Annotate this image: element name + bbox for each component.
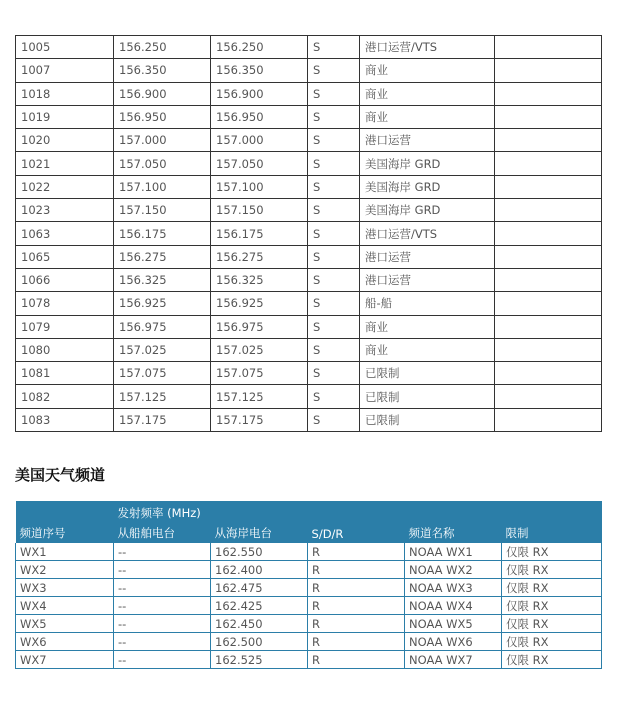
table-cell: S <box>308 292 360 315</box>
column-header-channel: 频道序号 <box>16 523 114 543</box>
table-cell: 162.425 <box>211 597 308 615</box>
weather-table-body <box>16 543 602 669</box>
table-cell <box>495 36 602 59</box>
table-cell: 157.025 <box>114 338 211 361</box>
table-cell: 1021 <box>16 152 114 175</box>
table-cell <box>495 129 602 152</box>
table-cell <box>495 338 602 361</box>
table-cell: 156.975 <box>211 315 308 338</box>
table-cell: 商业 <box>360 82 495 105</box>
table-cell: 美国海岸 GRD <box>360 199 495 222</box>
table-cell: 商业 <box>360 59 495 82</box>
weather-row <box>16 633 602 651</box>
table-cell: S <box>308 36 360 59</box>
table-cell: 156.275 <box>114 245 211 268</box>
header-blank <box>308 501 405 523</box>
table-cell: 157.025 <box>211 338 308 361</box>
table-cell: WX4 <box>16 597 114 615</box>
table-cell: 1066 <box>16 268 114 291</box>
table-cell: 162.400 <box>211 561 308 579</box>
table-cell: NOAA WX1 <box>405 543 502 561</box>
channel-row <box>16 315 602 338</box>
table-cell: 156.900 <box>114 82 211 105</box>
table-cell: 157.100 <box>114 175 211 198</box>
table-cell: S <box>308 268 360 291</box>
table-cell: -- <box>114 543 211 561</box>
table-cell <box>495 59 602 82</box>
weather-row <box>16 651 602 669</box>
table-cell: 1078 <box>16 292 114 315</box>
table-cell: 157.125 <box>211 385 308 408</box>
table-cell: 156.250 <box>114 36 211 59</box>
table-cell: 156.175 <box>211 222 308 245</box>
section-title: 美国天气频道 <box>15 466 106 484</box>
table-cell: 1007 <box>16 59 114 82</box>
table-cell: S <box>308 362 360 385</box>
table-cell: 已限制 <box>360 362 495 385</box>
table-cell: R <box>308 579 405 597</box>
table-cell: -- <box>114 597 211 615</box>
table-cell: 157.050 <box>211 152 308 175</box>
channel-row <box>16 222 602 245</box>
table-cell: 已限制 <box>360 385 495 408</box>
table-cell: S <box>308 338 360 361</box>
table-cell: 157.000 <box>211 129 308 152</box>
channel-row <box>16 105 602 128</box>
channel-row <box>16 59 602 82</box>
channel-row <box>16 129 602 152</box>
table-cell: -- <box>114 633 211 651</box>
table-cell: 仅限 RX <box>502 597 602 615</box>
column-header-sdr: S/D/R <box>308 523 405 543</box>
channel-row <box>16 292 602 315</box>
channel-row <box>16 175 602 198</box>
header-blank <box>502 501 602 523</box>
table-cell: 156.950 <box>211 105 308 128</box>
table-cell: 1080 <box>16 338 114 361</box>
table-cell: 157.075 <box>114 362 211 385</box>
table-cell: 156.350 <box>114 59 211 82</box>
table-cell: 156.900 <box>211 82 308 105</box>
table-cell: 仅限 RX <box>502 633 602 651</box>
table-cell: S <box>308 385 360 408</box>
table-cell: S <box>308 315 360 338</box>
table-cell: 船-船 <box>360 292 495 315</box>
weather-header-row-1 <box>16 501 602 523</box>
table-cell: 仅限 RX <box>502 561 602 579</box>
table-cell: 商业 <box>360 105 495 128</box>
weather-channel-table <box>15 501 602 669</box>
table-cell: 156.975 <box>114 315 211 338</box>
table-cell: 157.125 <box>114 385 211 408</box>
table-cell: NOAA WX5 <box>405 615 502 633</box>
channel-row <box>16 268 602 291</box>
table-cell: 162.450 <box>211 615 308 633</box>
table-cell: 156.325 <box>211 268 308 291</box>
table-cell: NOAA WX7 <box>405 651 502 669</box>
table-cell: NOAA WX3 <box>405 579 502 597</box>
table-cell: 1018 <box>16 82 114 105</box>
table-cell: WX5 <box>16 615 114 633</box>
table-cell: S <box>308 82 360 105</box>
table-cell: R <box>308 615 405 633</box>
table-cell: 港口运营/VTS <box>360 36 495 59</box>
channel-table-body <box>16 36 602 432</box>
header-blank <box>16 501 114 523</box>
table-cell: 1063 <box>16 222 114 245</box>
table-cell <box>495 152 602 175</box>
column-header-coast-station: 从海岸电台 <box>211 523 308 543</box>
table-cell: 162.475 <box>211 579 308 597</box>
table-cell: 157.000 <box>114 129 211 152</box>
table-cell: 1082 <box>16 385 114 408</box>
table-cell: WX7 <box>16 651 114 669</box>
channel-row <box>16 338 602 361</box>
table-cell: -- <box>114 615 211 633</box>
table-cell: S <box>308 199 360 222</box>
channel-row <box>16 385 602 408</box>
table-cell: 157.075 <box>211 362 308 385</box>
table-cell: -- <box>114 561 211 579</box>
table-cell: R <box>308 597 405 615</box>
table-cell <box>495 175 602 198</box>
table-cell: 仅限 RX <box>502 579 602 597</box>
table-cell: 157.050 <box>114 152 211 175</box>
weather-header-row-2 <box>16 523 602 543</box>
table-cell: S <box>308 222 360 245</box>
table-cell <box>495 105 602 128</box>
table-cell: 157.100 <box>211 175 308 198</box>
table-cell: 1023 <box>16 199 114 222</box>
channel-row <box>16 82 602 105</box>
table-cell: 157.175 <box>114 408 211 431</box>
table-cell: 1083 <box>16 408 114 431</box>
table-cell <box>495 292 602 315</box>
table-cell: 162.500 <box>211 633 308 651</box>
column-header-ship-station: 从船舶电台 <box>114 523 211 543</box>
table-cell: 162.525 <box>211 651 308 669</box>
table-cell: R <box>308 633 405 651</box>
table-cell: 港口运营 <box>360 129 495 152</box>
table-cell: 美国海岸 GRD <box>360 175 495 198</box>
header-blank <box>405 501 502 523</box>
weather-row <box>16 561 602 579</box>
table-cell <box>495 408 602 431</box>
table-cell: 1065 <box>16 245 114 268</box>
table-cell: 1022 <box>16 175 114 198</box>
channel-row <box>16 199 602 222</box>
table-cell: 仅限 RX <box>502 615 602 633</box>
table-cell: 商业 <box>360 315 495 338</box>
channel-table <box>15 35 602 432</box>
table-cell: 1019 <box>16 105 114 128</box>
table-cell: R <box>308 561 405 579</box>
table-cell: 156.275 <box>211 245 308 268</box>
table-cell: 仅限 RX <box>502 543 602 561</box>
table-cell: 156.925 <box>114 292 211 315</box>
table-cell: 157.150 <box>114 199 211 222</box>
table-cell: WX1 <box>16 543 114 561</box>
table-cell: WX3 <box>16 579 114 597</box>
table-cell: S <box>308 59 360 82</box>
channel-row <box>16 152 602 175</box>
frequency-group-header: 发射频率 (MHz) <box>114 501 308 523</box>
table-cell: 商业 <box>360 338 495 361</box>
table-cell: 156.350 <box>211 59 308 82</box>
table-cell: R <box>308 543 405 561</box>
table-cell <box>495 222 602 245</box>
column-header-restriction: 限制 <box>502 523 602 543</box>
table-cell <box>495 245 602 268</box>
table-cell: R <box>308 651 405 669</box>
table-cell: -- <box>114 579 211 597</box>
table-cell: WX2 <box>16 561 114 579</box>
table-cell: NOAA WX4 <box>405 597 502 615</box>
table-cell: 156.175 <box>114 222 211 245</box>
table-cell: 156.250 <box>211 36 308 59</box>
table-cell: 156.925 <box>211 292 308 315</box>
table-cell: NOAA WX6 <box>405 633 502 651</box>
table-cell <box>495 268 602 291</box>
table-cell: 162.550 <box>211 543 308 561</box>
channel-row <box>16 36 602 59</box>
table-cell: S <box>308 152 360 175</box>
table-cell: S <box>308 105 360 128</box>
table-cell: WX6 <box>16 633 114 651</box>
table-cell: 157.175 <box>211 408 308 431</box>
table-cell: S <box>308 408 360 431</box>
weather-row <box>16 597 602 615</box>
table-cell: 美国海岸 GRD <box>360 152 495 175</box>
table-cell <box>495 82 602 105</box>
weather-row <box>16 543 602 561</box>
channel-row <box>16 245 602 268</box>
table-cell: S <box>308 129 360 152</box>
table-cell <box>495 362 602 385</box>
table-cell: S <box>308 245 360 268</box>
table-cell: 港口运营/VTS <box>360 222 495 245</box>
table-cell: 156.950 <box>114 105 211 128</box>
table-cell: 1005 <box>16 36 114 59</box>
table-cell <box>495 315 602 338</box>
table-cell: 港口运营 <box>360 268 495 291</box>
table-cell: S <box>308 175 360 198</box>
table-cell: NOAA WX2 <box>405 561 502 579</box>
table-cell: 157.150 <box>211 199 308 222</box>
table-cell <box>495 385 602 408</box>
column-header-channel-name: 频道名称 <box>405 523 502 543</box>
table-cell: -- <box>114 651 211 669</box>
table-cell <box>495 199 602 222</box>
table-cell: 1079 <box>16 315 114 338</box>
table-cell: 156.325 <box>114 268 211 291</box>
table-cell: 1081 <box>16 362 114 385</box>
table-cell: 1020 <box>16 129 114 152</box>
table-cell: 已限制 <box>360 408 495 431</box>
channel-row <box>16 408 602 431</box>
channel-row <box>16 362 602 385</box>
table-cell: 仅限 RX <box>502 651 602 669</box>
weather-row <box>16 579 602 597</box>
weather-row <box>16 615 602 633</box>
table-cell: 港口运营 <box>360 245 495 268</box>
